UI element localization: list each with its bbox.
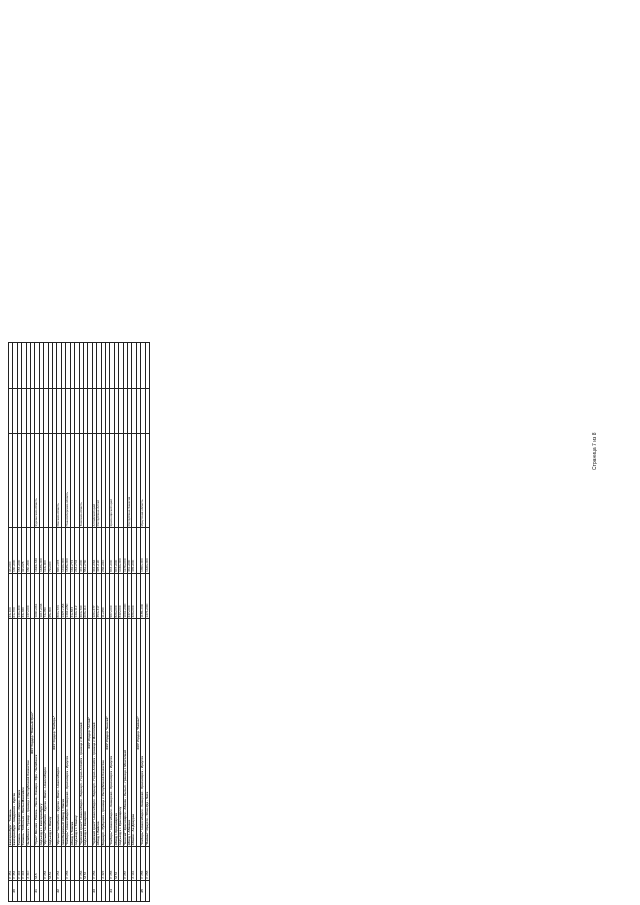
road-name: Барнаул - Рубцовск - граница с Республикой Казахстан <box>101 619 105 847</box>
table-cell: Республика Алтай <box>97 434 101 528</box>
table-cell: 441+000 <box>79 528 83 574</box>
road-code: Р 254 <box>44 847 48 880</box>
row-number: 20 <box>13 880 17 901</box>
road-name: подъезд к г. Томску <box>75 619 79 847</box>
table-cell <box>145 343 149 389</box>
road-code: М-51 <box>48 847 52 880</box>
road-name: обход г. Красноярска <box>114 619 118 847</box>
table-cell: 344+066 <box>92 528 96 574</box>
table-cell: 1376+000 <box>145 573 149 619</box>
table-cell: 428+190 <box>97 528 101 574</box>
road-name: левобережный обход г. Омска <box>61 619 65 847</box>
table-cell: Омская область <box>57 434 61 528</box>
road-code: Р 255 <box>110 847 114 880</box>
table-cell <box>145 434 149 528</box>
road-code: Р 254 <box>57 847 61 880</box>
table-cell: 264+760 <box>79 573 83 619</box>
road-code: Р 255 <box>66 847 70 880</box>
table-cell: 844+000 <box>110 528 114 574</box>
table-cell: 1640+000 <box>145 528 149 574</box>
roads-table <box>8 342 150 902</box>
rotated-document-page <box>8 342 158 902</box>
table-cell: 445+000 <box>132 528 136 574</box>
table-cell: Алтайский край <box>92 434 96 528</box>
table-cell: 236+910 <box>101 528 105 574</box>
road-code: Р 402 <box>17 847 21 880</box>
table-cell: 150+800 <box>26 528 30 574</box>
road-name: Екатеринбург - Шадринск - Курган <box>13 619 17 847</box>
road-name: подъезд к г. Красноярску <box>119 619 123 847</box>
table-cell: 264+702 <box>75 528 79 574</box>
road-name: обход г. Томска <box>70 619 74 847</box>
road-code: А 322 <box>101 847 105 880</box>
road-code: М 53 <box>83 847 87 880</box>
road-name: "Иртыш" Челябинск - Курган - Омск - Новосибирск <box>44 619 48 847</box>
road-name: Тюмень - Ялуторовск - Ишим - Омск <box>17 619 21 847</box>
table-row <box>145 343 149 902</box>
table-cell: Республика Хакасия <box>127 434 131 528</box>
table-cell: 113+000 <box>44 528 48 574</box>
row-number: 22 <box>57 880 61 901</box>
row-number: 24 <box>110 880 114 901</box>
table-cell: 237+000 <box>127 573 131 619</box>
table-cell: 1462+050 <box>66 573 70 619</box>
road-code: А 310 <box>26 847 30 880</box>
road-code: Р 256 <box>79 847 83 880</box>
table-cell: 1545+000 <box>66 528 70 574</box>
table-cell: 94+000 <box>9 528 13 574</box>
road-name: Абакан - Ак-Довурак <box>132 619 136 847</box>
table-cell: 1185+000 <box>141 573 145 619</box>
table-cell: 61+700 <box>13 573 17 619</box>
table-cell: Томская область <box>79 434 83 528</box>
table-cell: 79+000 <box>48 528 52 574</box>
table-cell: 1046+000 <box>119 528 123 574</box>
table-cell: 551+730 <box>83 528 87 574</box>
road-code: Р 404 <box>22 847 26 880</box>
table-cell: 1660+661 <box>35 573 39 619</box>
road-code: Р 354 <box>13 847 17 880</box>
road-code: М 53 <box>114 847 118 880</box>
road-name: "Урал" Москва - Рязань - Пенза - Самара - Уфа - Челябинск <box>35 619 39 847</box>
table-cell: 820+478 <box>57 528 61 574</box>
table-cell: 137+000 <box>26 573 30 619</box>
table-cell: Иркутская область <box>141 434 145 528</box>
table-cell: 1699+346 <box>35 528 39 574</box>
table-cell: 73+050 <box>44 573 48 619</box>
road-name: "Енисей" Красноярск - Абакан - Кызыл - граница с Монголией <box>123 619 127 847</box>
road-code: Р 256 <box>92 847 96 880</box>
row-number <box>145 880 149 901</box>
road-name: ФКУ Упрдор "Енисей" <box>105 619 109 847</box>
table-cell: Новосибирская область <box>66 434 70 528</box>
road-name: подъезд к г. Омску <box>48 619 52 847</box>
table-cell: Красноярский край <box>110 434 114 528</box>
road-name: "Сибирь" Новосибирск - Кемерово - Красноярск - Иркутск <box>66 619 70 847</box>
road-name: ФКУ Упрдор "Алтай" <box>88 619 92 847</box>
road-name: "Сибирь" Новосибирск - Кемерово - Красноярск - Иркутск <box>141 619 145 847</box>
road-code: Р 258 <box>145 847 149 880</box>
table-cell: 23+100 <box>9 573 13 619</box>
road-name: "Чуйский тракт" Новосибирск - Барнаул - Горно-Алтайск - граница с Монголией <box>79 619 83 847</box>
table-cell: 1617+033 <box>39 573 43 619</box>
table-cell: 826+000 <box>114 573 118 619</box>
row-number: 23 <box>92 880 96 901</box>
table-cell: 11+650 <box>101 573 105 619</box>
road-name: "Чуйский тракт" Новосибирск - Барнаул - Горно-Алтайск - граница с Монголией <box>92 619 96 847</box>
table-cell: 130+000 <box>13 528 17 574</box>
road-code: М-5 <box>35 847 39 880</box>
table-cell: Курганская область <box>35 434 39 528</box>
table-cell: 65+400 <box>48 573 52 619</box>
table-cell: 847+000 <box>114 528 118 574</box>
table-cell: 608+110 <box>83 573 87 619</box>
table-cell: 33+460 <box>22 573 26 619</box>
table-cell: 331+000 <box>127 528 131 574</box>
road-name: Екатеринбург - Тюмень <box>9 619 13 847</box>
table-cell: 1327+153 <box>61 573 65 619</box>
table-cell: 426+000 <box>132 573 136 619</box>
table-cell: 842+000 <box>119 573 123 619</box>
road-name: "Иртыш" Челябинск - Курган - Омск - Новосибирск <box>57 619 61 847</box>
table-body <box>9 343 150 902</box>
road-name: подъезд к г. Екатеринбургу <box>39 619 43 847</box>
table-cell: 1416+000 <box>61 528 65 574</box>
road-name: обход г. Бийска <box>97 619 101 847</box>
road-code: А 161 <box>132 847 136 880</box>
road-name: "Сибирь" Новосибирск - Кемерово - Красноярск - Иркутск <box>110 619 114 847</box>
table-cell: 41+823 <box>70 573 74 619</box>
page-number: Страница 7 из 8 <box>592 432 598 470</box>
road-name: ФКУ Упрдор "Байкал" <box>136 619 140 847</box>
table-cell: 800+724 <box>57 573 61 619</box>
table-cell: 120+277 <box>92 573 96 619</box>
table-cell: 1648+000 <box>39 528 43 574</box>
road-name: "Байкал" Иркутск - Улан-Удэ - Чита <box>145 619 149 847</box>
table-cell: 154+000 <box>17 528 21 574</box>
road-name: ФКУ Упрдор "Южный Урал" <box>31 619 35 847</box>
table-cell: 1176+000 <box>123 528 127 574</box>
row-number: 25 <box>141 880 145 901</box>
road-code: Р 255 <box>141 847 145 880</box>
table-cell: 140+200 <box>17 573 21 619</box>
road-code: Р 351 <box>9 847 13 880</box>
road-name: ФКУ Упрдор "Сибирь" <box>53 619 57 847</box>
road-code: Р 257 <box>123 847 127 880</box>
road-name: подъезд к г. Кемерово <box>83 619 87 847</box>
table-cell: 587+000 <box>110 573 114 619</box>
table-cell: 1061+000 <box>123 573 127 619</box>
road-name: Челябинск - Троицк - граница с Республикой Казахстан <box>26 619 30 847</box>
row-number: 21 <box>35 880 39 901</box>
road-name: Тюмень - Тобольск - Ханты-Мансийск <box>22 619 26 847</box>
table-cell: 1350+000 <box>141 528 145 574</box>
table-cell <box>145 388 149 434</box>
table-cell: 92+025 <box>22 528 26 574</box>
table-cell: 353+317 <box>97 573 101 619</box>
road-name: обход г. Абакана <box>127 619 131 847</box>
table-cell: 149+112 <box>75 573 79 619</box>
table-cell: 169+772 <box>70 528 74 574</box>
